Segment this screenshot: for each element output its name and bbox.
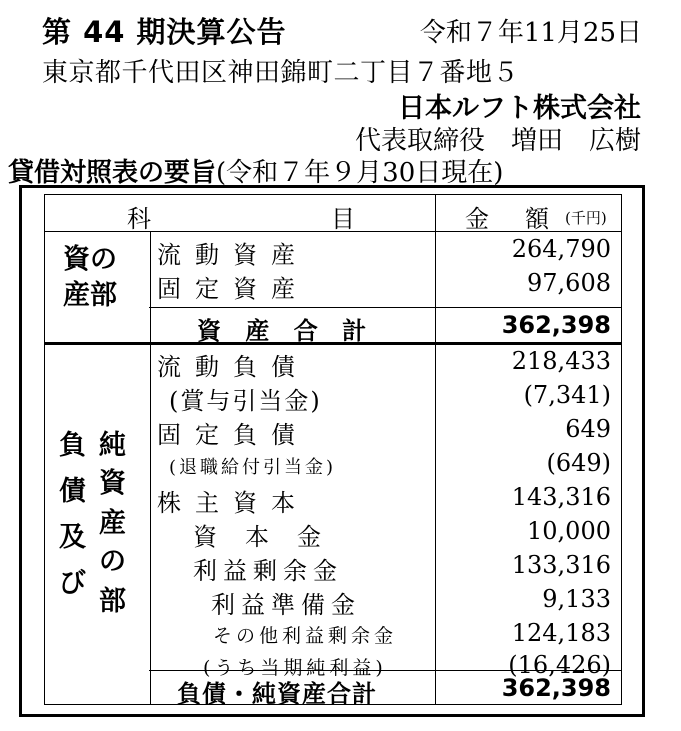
asset-value: 264,790 (511, 235, 611, 263)
company-name: 日本ルフト株式会社 (398, 93, 641, 124)
liab-label: 株主資本 (157, 489, 309, 517)
liab-side-char: び (59, 568, 86, 599)
liab-label: (退職給付引当金) (169, 457, 337, 478)
liab-side-col-2 (99, 423, 126, 625)
statement-period: (令和７年９月30日現在) (216, 158, 504, 188)
liab-label: 固定負債 (157, 421, 309, 449)
liab-label: その他利益剰余金 (213, 625, 398, 647)
assets-total-divider (149, 307, 621, 308)
side-divider (150, 232, 151, 704)
liab-side-col-1 (59, 423, 86, 607)
liab-side-char: 産 (99, 508, 126, 539)
liab-side-char: 純 (99, 430, 126, 461)
liab-label: (賞与引当金) (169, 387, 322, 415)
liab-side-char: 負 (59, 430, 86, 461)
representative: 代表取締役 増田 広樹 (354, 126, 641, 156)
amount-divider (435, 195, 436, 704)
liab-value: 218,433 (511, 347, 611, 375)
liab-value: 10,000 (527, 517, 611, 545)
assets-side-label-2: 産部 (63, 280, 117, 311)
liab-value: (7,341) (523, 381, 611, 409)
balance-table (44, 194, 622, 708)
assets-total-label: 資 産 合 計 (197, 317, 375, 345)
liab-label: (うち当期純利益) (203, 657, 387, 679)
liab-total-value: 362,398 (501, 674, 611, 702)
table-frame (19, 185, 645, 717)
header-subject-right: 目 (331, 205, 355, 233)
statement-title (8, 152, 503, 189)
liab-label: 流動負債 (157, 353, 309, 381)
liab-side-char: 債 (59, 476, 86, 507)
assets-side-label-1: 資の (63, 244, 117, 275)
asset-label: 固定資産 (157, 275, 309, 303)
liab-value: 9,133 (542, 585, 611, 613)
company-address: 東京都千代田区神田錦町二丁目７番地５ (42, 58, 520, 88)
liab-value: (649) (546, 449, 611, 477)
liab-value: 124,183 (511, 619, 611, 647)
asset-value: 97,608 (527, 269, 611, 297)
liab-value: 133,316 (511, 551, 611, 579)
header-unit: (千円) (565, 209, 607, 227)
liab-label: 資 本 金 (193, 523, 323, 551)
liab-label: 利益剰余金 (193, 557, 343, 585)
liab-side-char: 部 (99, 586, 126, 617)
header-amount: 金 額 (465, 205, 555, 233)
asset-label: 流動資産 (157, 241, 309, 269)
notice-date: 令和７年11月25日 (419, 18, 642, 48)
header-subject-left: 科 (127, 205, 151, 233)
liab-side-char: 及 (59, 522, 86, 553)
liab-side-char: 資 (99, 468, 126, 499)
fiscal-period-title: 第 44 期決算公告 (42, 15, 287, 49)
assets-total-value: 362,398 (501, 311, 611, 339)
notice-header (42, 10, 642, 50)
liab-total-label: 負債・純資産合計 (177, 680, 377, 708)
statement-name: 貸借対照表の要旨 (8, 158, 217, 188)
liab-value: 143,316 (511, 483, 611, 511)
liab-label: 利益準備金 (211, 591, 361, 619)
liab-side-char: の (99, 546, 126, 577)
liab-value: (16,426) (508, 651, 611, 679)
liab-value: 649 (565, 415, 611, 443)
